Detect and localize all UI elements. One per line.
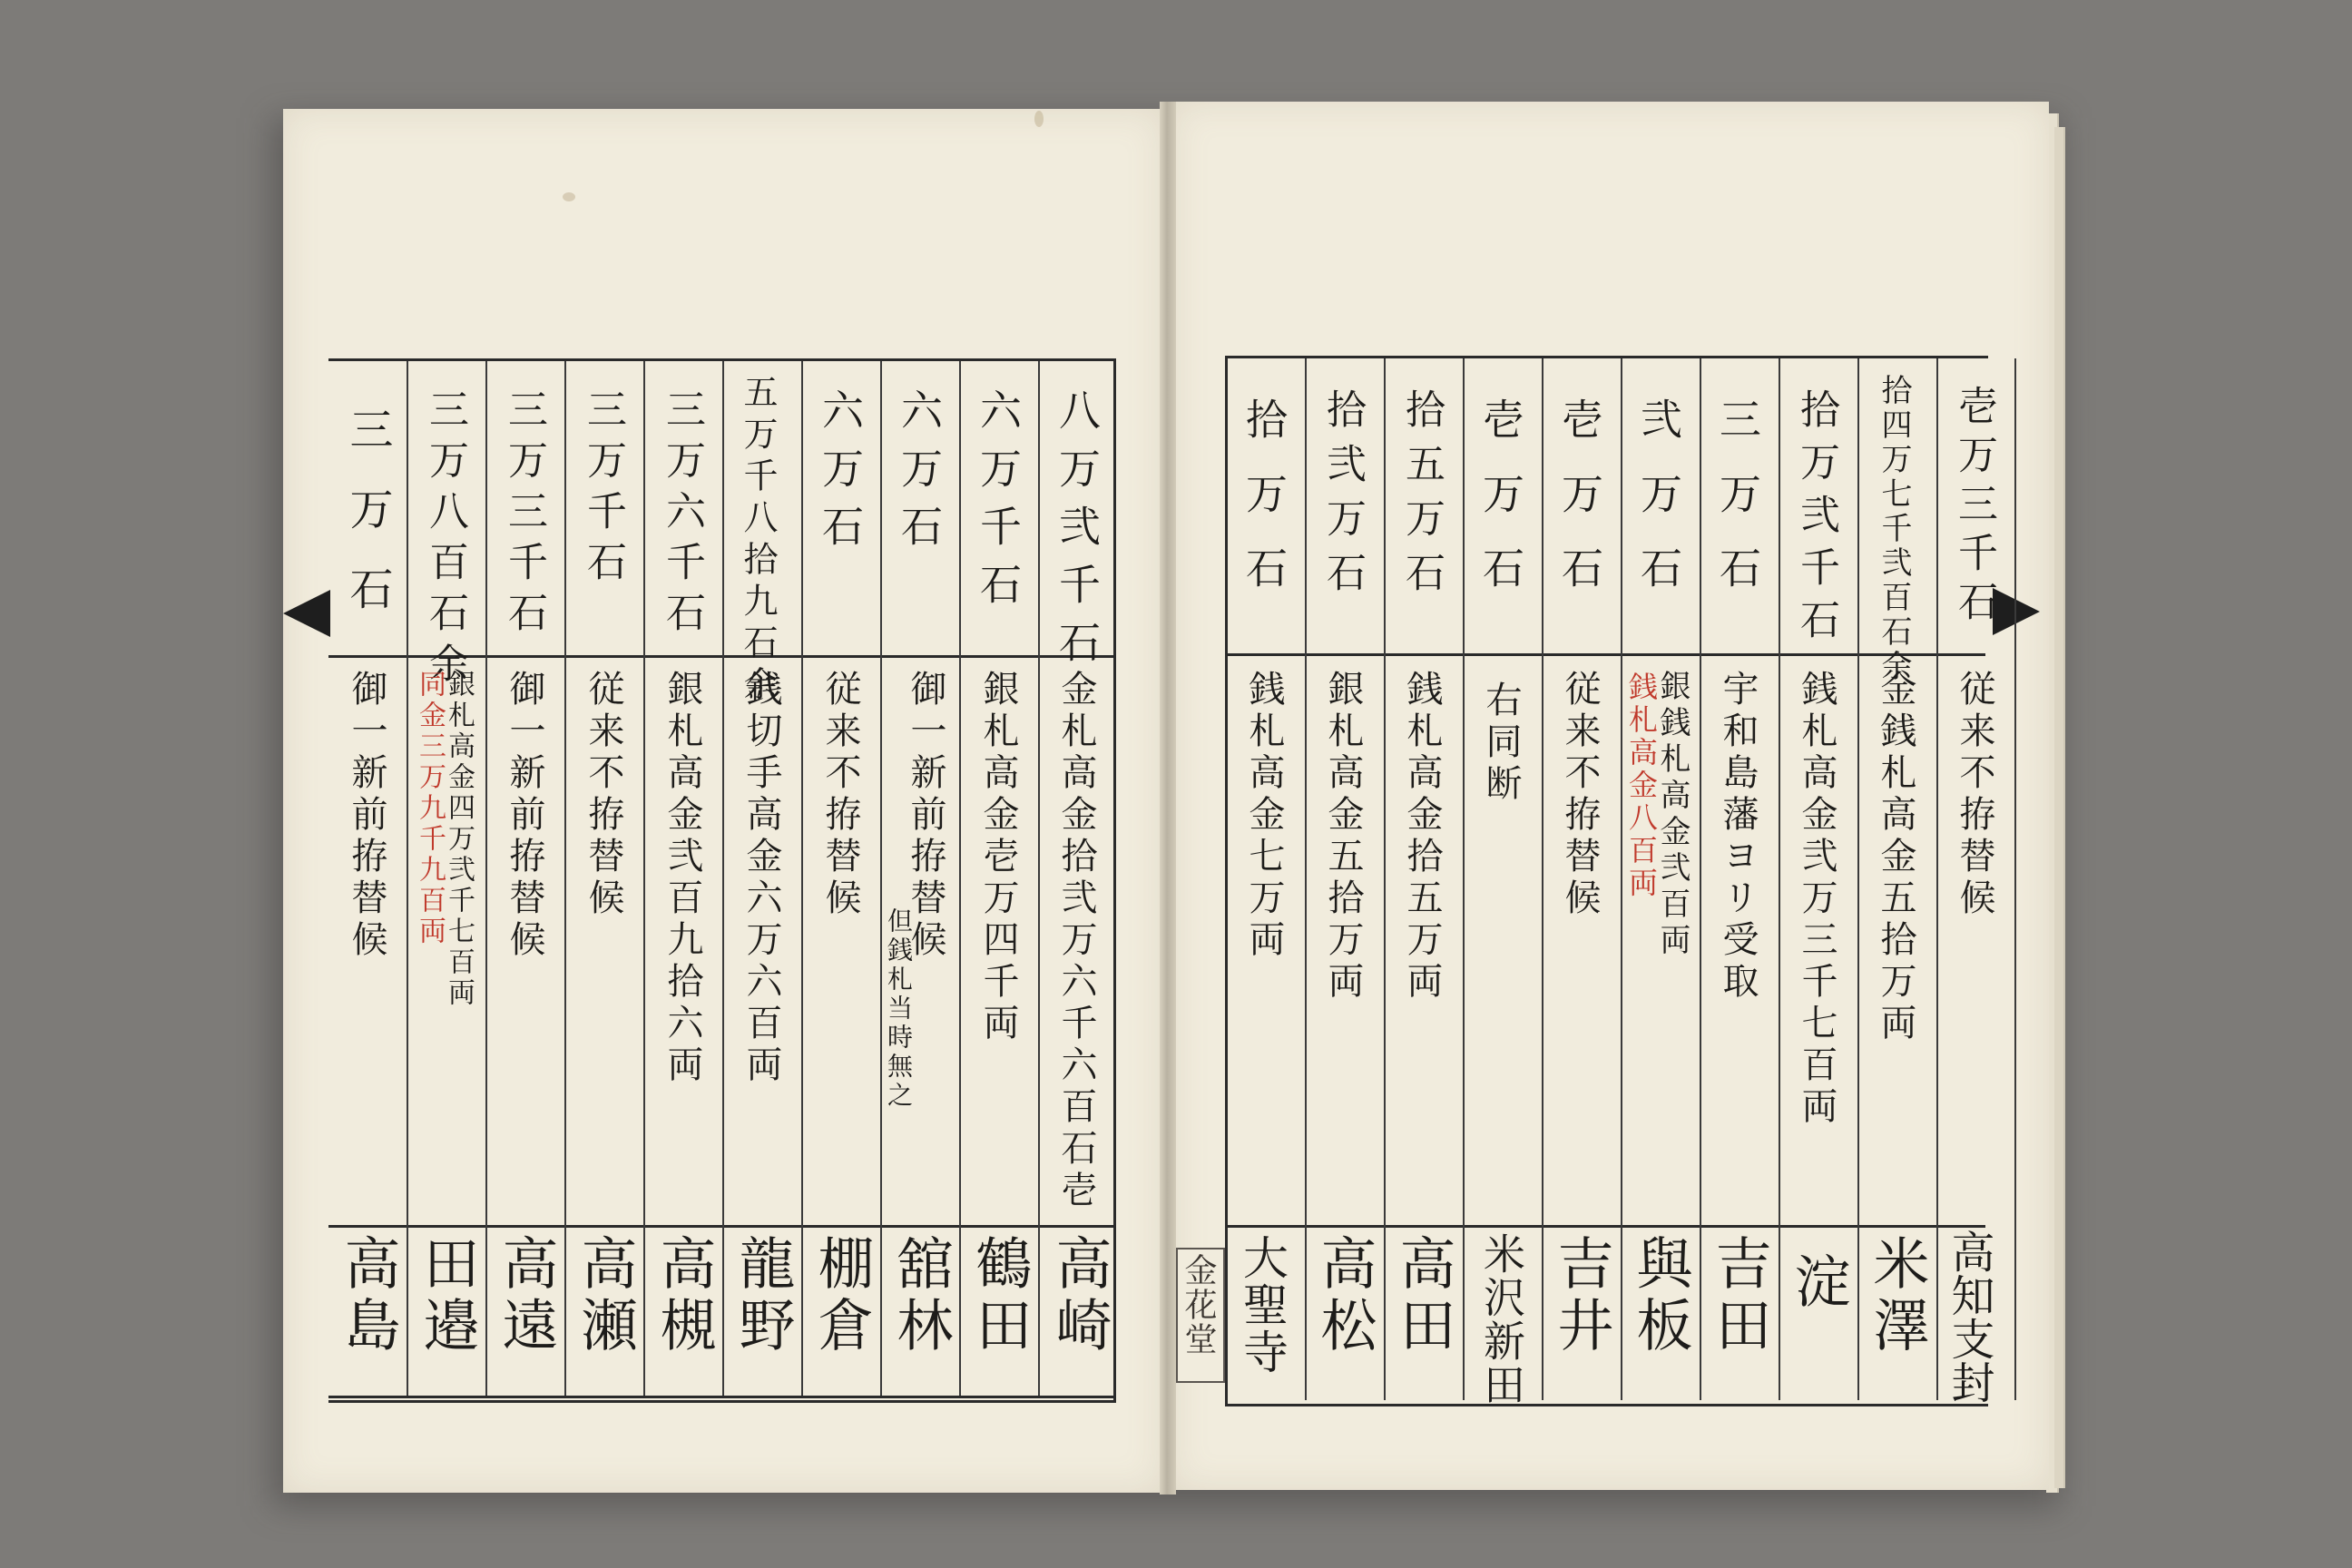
currency-note: 銭札高金拾五万両 (1401, 670, 1443, 1004)
column-rule (643, 361, 645, 1396)
domain-stipend: 拾弐万石 (1319, 388, 1366, 606)
column-rule (1700, 358, 1701, 1400)
domain-stipend: 壱万石 (1555, 397, 1604, 621)
domain-stipend: 拾四万七千弐百石余 (1876, 374, 1912, 684)
domain-name: 舘林 (887, 1234, 954, 1357)
seal-text: 金花堂 (1180, 1253, 1217, 1357)
domain-name: 高槻 (651, 1234, 717, 1357)
column-rule (1384, 358, 1386, 1400)
currency-note: 従来不拵替候 (583, 670, 624, 920)
column-rule (1305, 358, 1307, 1400)
domain-stipend: 拾万弐千石 (1793, 388, 1839, 652)
domain-name: 高瀬 (572, 1234, 638, 1357)
domain-name: 鶴田 (966, 1234, 1033, 1357)
domain-stipend: 三万石 (342, 407, 393, 646)
domain-name: 吉田 (1706, 1234, 1772, 1357)
domain-name: 高崎 (1046, 1234, 1112, 1357)
paper-stain (563, 192, 575, 201)
currency-note: 銀銭札高金弐百両 (1654, 670, 1690, 960)
domain-stipend: 拾万石 (1240, 397, 1289, 621)
publisher-seal (1176, 1248, 1225, 1383)
currency-note: 宇和島藩ヨリ受取 (1717, 670, 1759, 1004)
domain-name: 高島 (335, 1234, 401, 1357)
currency-note: 従来不拵替候 (1954, 670, 1995, 920)
domain-stipend: 三万三千石 (501, 388, 547, 642)
domain-name: 田邉 (414, 1234, 480, 1357)
currency-note: 従来不拵替候 (1559, 670, 1601, 920)
currency-note: 金銭札高金五拾万両 (1875, 670, 1916, 1045)
currency-note: 銭札高金七万両 (1243, 670, 1285, 962)
domain-name: 大聖寺 (1236, 1234, 1289, 1376)
annotation-note: 但銭札当時無之 (884, 907, 914, 1111)
right-divider-bottom (1225, 1225, 1985, 1228)
column-rule (564, 361, 566, 1396)
domain-stipend: 五万千八拾九石余 (738, 374, 778, 708)
domain-stipend: 六万石 (895, 388, 944, 563)
currency-note: 銀札高金四万弐千七百両 (443, 670, 475, 1009)
column-rule (407, 361, 408, 1396)
column-rule (2014, 358, 2016, 1400)
column-rule (1463, 358, 1465, 1400)
domain-name: 高田 (1390, 1234, 1456, 1357)
column-rule (880, 361, 882, 1396)
currency-note: 金札高金拾弐万六千六百石壱 (1055, 670, 1097, 1212)
currency-note: 右同断 (1480, 681, 1522, 806)
red-annotation: 同金三万九千九百両 (414, 670, 446, 947)
currency-note: 銭切手高金六万六百両 (740, 670, 782, 1087)
domain-name: 淀 (1785, 1252, 1851, 1314)
domain-name: 高松 (1311, 1234, 1377, 1357)
column-rule (1779, 358, 1780, 1400)
book-gutter (1160, 102, 1176, 1494)
currency-note: 銀札高金五拾万両 (1322, 670, 1364, 1004)
domain-stipend: 六万千石 (974, 388, 1023, 621)
domain-stipend: 弐万石 (1634, 397, 1683, 621)
domain-name: 米沢新田 (1477, 1232, 1526, 1406)
currency-note: 御一新前拵替候 (346, 670, 387, 962)
left-bottom-rule (328, 1396, 1116, 1398)
column-rule (1621, 358, 1622, 1400)
domain-stipend: 三万石 (1713, 397, 1762, 621)
currency-note: 銀札高金弐百九拾六両 (662, 670, 703, 1087)
currency-note: 御一新前拵替候 (504, 670, 545, 962)
left-fold-marker (283, 590, 330, 637)
red-annotation: 銭札高金八百両 (1624, 671, 1659, 900)
column-rule (485, 361, 487, 1396)
currency-note: 御一新前拵替候 (905, 670, 946, 962)
domain-stipend: 壱万石 (1476, 397, 1525, 621)
right-fold-marker (1993, 588, 2040, 635)
column-rule (1936, 358, 1938, 1400)
column-rule (1857, 358, 1859, 1400)
domain-stipend: 三万六千石 (659, 388, 705, 642)
paper-stain (1034, 111, 1044, 127)
domain-name: 高知支封 (1944, 1230, 1994, 1404)
domain-stipend: 八万弐千石 (1053, 388, 1102, 679)
page-stack-edge (2054, 127, 2065, 1488)
currency-note: 従来不拵替候 (819, 670, 861, 920)
column-rule (801, 361, 803, 1396)
domain-name: 棚倉 (808, 1234, 875, 1357)
currency-note: 銭札高金弐万三千七百両 (1796, 670, 1838, 1129)
domain-stipend: 三万千石 (580, 388, 626, 592)
right-divider-top (1225, 653, 1985, 656)
domain-name: 米澤 (1864, 1234, 1930, 1357)
column-rule (1038, 361, 1040, 1396)
domain-name: 龍野 (730, 1234, 796, 1357)
domain-stipend: 拾五万石 (1398, 388, 1445, 606)
domain-name: 與板 (1627, 1234, 1693, 1357)
domain-stipend: 六万石 (816, 388, 865, 563)
currency-note: 銀札高金壱万四千両 (977, 670, 1019, 1045)
domain-name: 吉井 (1548, 1234, 1614, 1357)
domain-name: 高遠 (493, 1234, 559, 1357)
column-rule (722, 361, 724, 1396)
domain-stipend: 三万八百石余 (422, 388, 468, 693)
domain-stipend: 壱万三千石 (1951, 385, 1997, 630)
column-rule (1542, 358, 1544, 1400)
column-rule (959, 361, 961, 1396)
